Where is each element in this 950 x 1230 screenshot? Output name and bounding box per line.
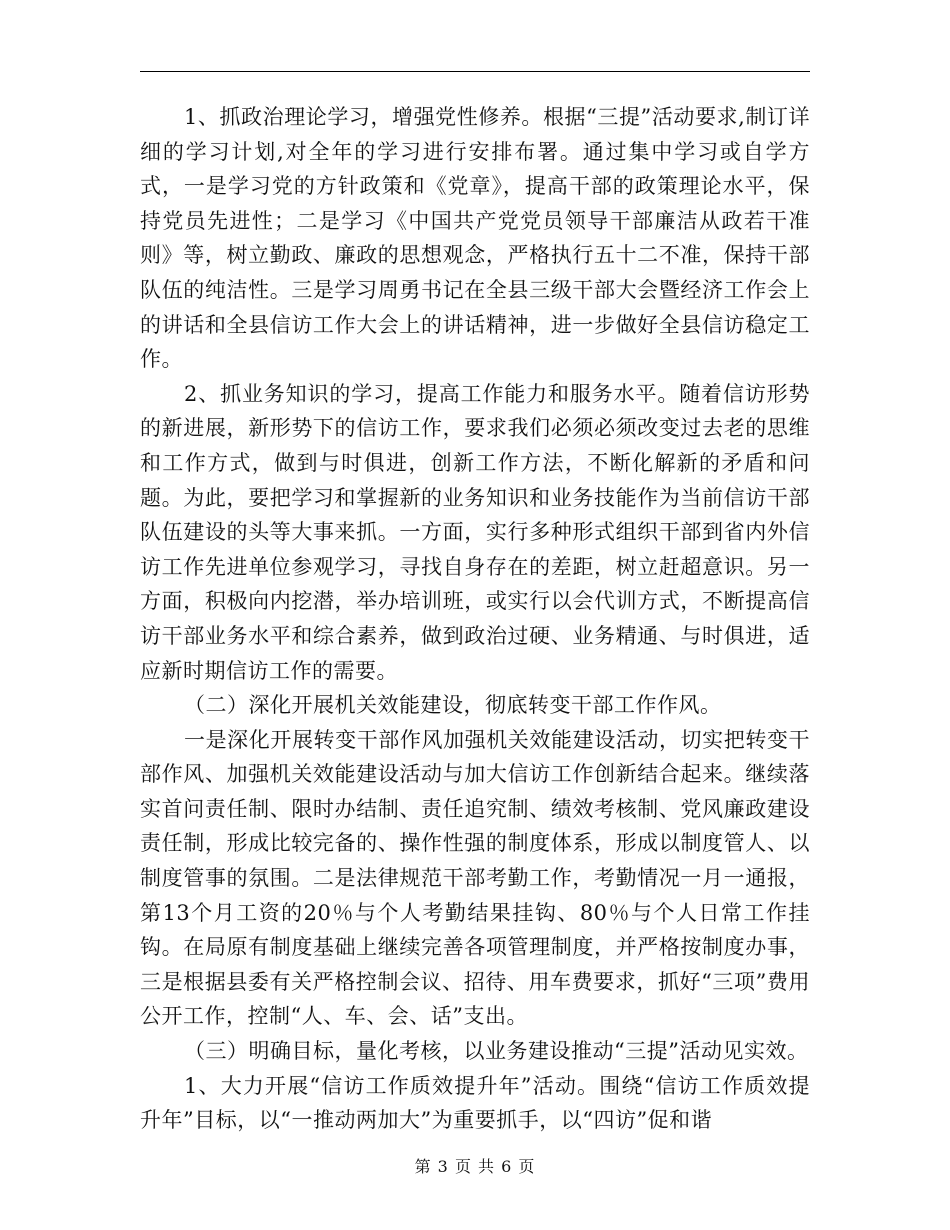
paragraph-work-style: 一是深化开展转变干部作风加强机关效能建设活动，切实把转变干部作风、加强机关效能建设活动与加大信访工作创新结合起来。继续落实首问责任制、限时办结制、责任追究制、绩效考核制、党风廉政建设责任制，形成比较完备的、操作性强的制度体系，形成以制度管人、以制度管事的氛围。二是法律规范干部考勤工作，考勤情况一月一通报，第13个月工资的20％与个人考勤结果挂钩、80％与个人日常工作挂钩。在局原有制度基础上继续完善各项管理制度，并严格按制度办事，三是根据县委有关严格控制会议、招待、用车费要求，抓好“三项”费用公开工作，控制“人、车、会、话”支出。 [140,727,810,1029]
paragraph-study-business: 2、抓业务知识的学习，提高工作能力和服务水平。随着信访形势的新进展，新形势下的信访工作，要求我们必须必须改变过去老的思维和工作方式，做到与时俱进，创新工作方法，不断化解新的矛盾和问题。为此，要把学习和掌握新的业务知识和业务技能作为当前信访干部队伍建设的头等大事来抓。一方面，实行多种形式组织干部到省内外信访工作先进单位参观学习，寻找自身存在的差距，树立赶超意识。另一方面，积极向内挖潜，举办培训班，或实行以会代训方式，不断提高信访干部业务水平和综合素养，做到政治过硬、业务精通、与时俱进，适应新时期信访工作的需要。 [140,381,810,683]
section-heading-goals: （三）明确目标，量化考核，以业务建设推动“三提”活动见实效。 [184,1039,809,1064]
paragraph-quality-year: 1、大力开展“信访工作质效提升年”活动。围绕“信访工作质效提升年”目标，以“一推动两加大”为重要抓手，以“四访”促和谐 [140,1073,810,1133]
document-body [140,100,810,1138]
section-heading-efficiency: （二）深化开展机关效能建设，彻底转变干部工作作风。 [184,693,722,718]
header-rule [140,71,810,72]
page-number-footer: 第 3 页 共 6 页 [414,1157,536,1176]
paragraph-study-politics: 1、抓政治理论学习，增强党性修养。根据“三提”活动要求,制订详细的学习计划,对全年的学习进行安排布署。通过集中学习或自学方式，一是学习党的方针政策和《党章》，提高干部的政策理论水平，保持党员先进性；二是学习《中国共产党党员领导干部廉洁从政若干准则》等，树立勤政、廉政的思想观念，严格执行五十二不准，保持干部队伍的纯洁性。三是学习周勇书记在全县三级干部大会暨经济工作会上的讲话和全县信访工作大会上的讲话精神，进一步做好全县信访稳定工作。 [140,105,810,372]
